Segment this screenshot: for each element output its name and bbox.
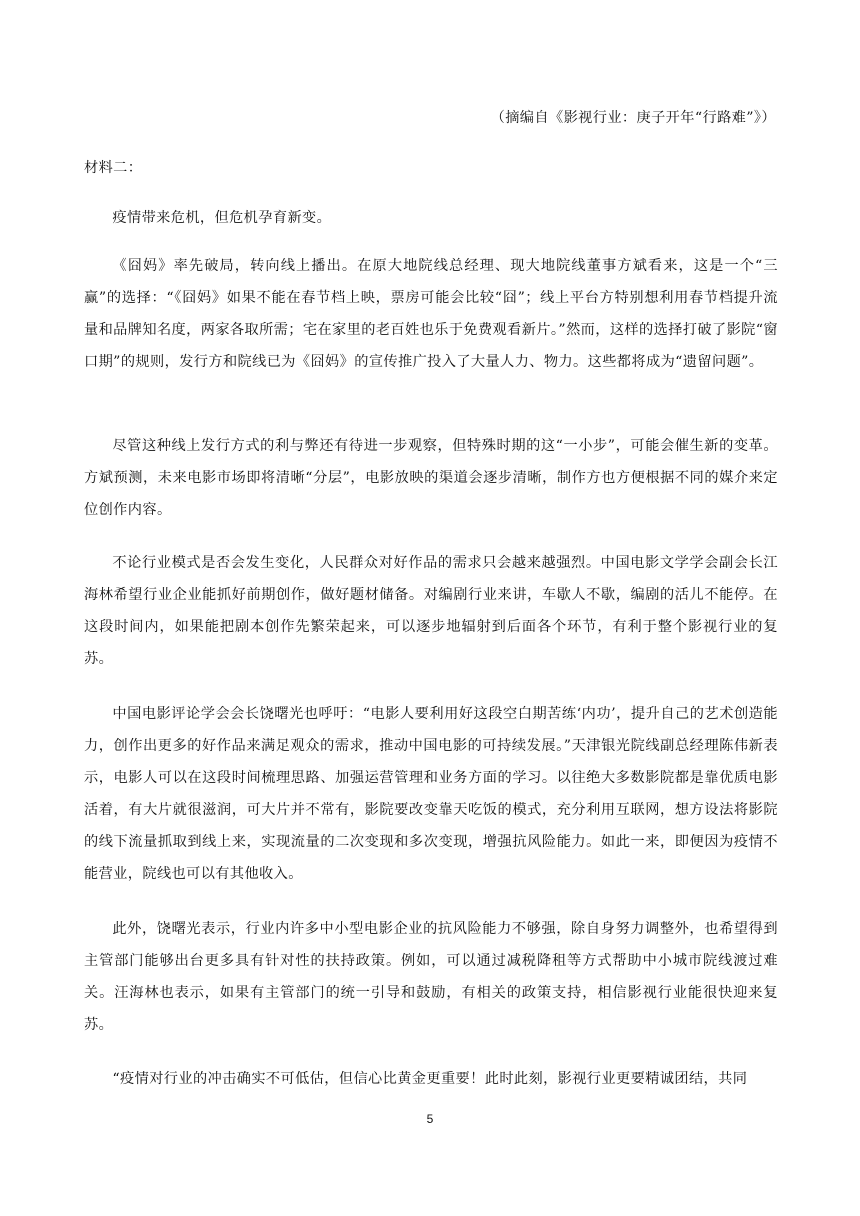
paragraph-text: 尽管这种线上发行方式的利与弊还有待进一步观察，但特殊时期的这“一小步”，可能会催生新的变革。方斌预测，未来电影市场即将清晰“分层”，电影放映的渠道会逐步清晰，制作方也方便根据不同的媒介来定位创作内容。 [84,438,778,518]
paragraph-2 [84,250,778,378]
source-citation: （摘编自《影视行业：庚子开年“行路难”》） [490,110,776,126]
paragraph-6 [84,913,778,1041]
paragraph-text: “疫情对行业的冲击确实不可低估，但信心比黄金更重要！此时此刻，影视行业更要精诚团结，共同 [112,1071,748,1087]
paragraph-text: 中国电影评论学会会长饶曙光也呼吁：“电影人要利用好这段空白期苦练‘内功’，提升自己的艺术创造能力，创作出更多的好作品来满足观众的需求，推动中国电影的可持续发展。”天津银光院线副总经理陈伟新表示，电影人可以在这段时间梳理思路、加强运营管理和业务方面的学习。以往绝大多数影院都是靠优质电影活着，有大片就很滋润，可大片并不常有，影院要改变靠天吃饭的模式，充分利用互联网，想方设法将影院的线下流量抓取到线上来，实现流量的二次变现和多次变现，增强抗风险能力。如此一来，即便因为疫情不能营业，院线也可以有其他收入。 [84,706,778,882]
paragraph-3 [84,430,778,526]
paragraph-text: 疫情带来危机，但危机孕育新变。 [112,210,332,226]
paragraph-5 [84,698,778,890]
paragraph-text: 《囧妈》率先破局，转向线上播出。在原大地院线总经理、现大地院线董事方斌看来，这是一个“三赢”的选择：“《囧妈》如果不能在春节档上映，票房可能会比较“囧”；线上平台方特别想利用春节档提升流量和品牌知名度，两家各取所需；宅在家里的老百姓也乐于免费观看新片。”然而，这样的选择打破了影院“窗口期”的规则，发行方和院线已为《囧妈》的宣传推广投入了大量人力、物力。这些都将成为“遗留问题”。 [84,258,778,370]
section-heading: 材料二： [84,160,143,176]
paragraph-text: 此外，饶曙光表示，行业内许多中小型电影企业的抗风险能力不够强，除自身努力调整外，也希望得到主管部门能够出台更多具有针对性的扶持政策。例如，可以通过减税降租等方式帮助中小城市院线渡过难关。汪海林也表示，如果有主管部门的统一引导和鼓励，有相关的政策支持，相信影视行业能很快迎来复苏。 [84,921,778,1033]
paragraph-7 [84,1063,778,1095]
paragraph-1 [84,202,778,234]
paragraph-text: 不论行业模式是否会发生变化，人民群众对好作品的需求只会越来越强烈。中国电影文学学会副会长江海林希望行业企业能抓好前期创作，做好题材储备。对编剧行业来讲，车歇人不歇，编剧的活儿不能停。在这段时间内，如果能把剧本创作先繁荣起来，可以逐步地辐射到后面各个环节，有利于整个影视行业的复苏。 [84,555,778,667]
paragraph-4 [84,547,778,675]
page-number: 5 [426,1112,434,1126]
